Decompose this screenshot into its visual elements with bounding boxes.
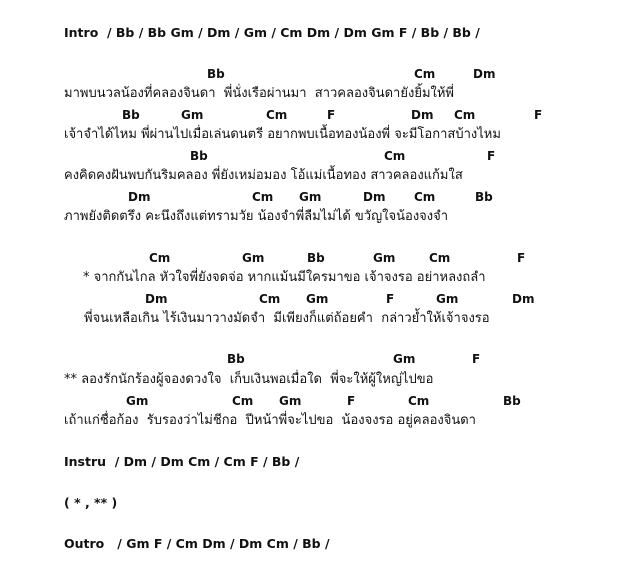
lyric-line: เจ้าจำได้ไหม พี่ผ่านไปเมื่อเล่นดนตรี อยากพบเนื้อทองน้องพี่ จะมีโอกาสบ้างไหม xyxy=(64,127,501,142)
chord: F xyxy=(347,394,356,408)
chord: F xyxy=(534,108,543,122)
intro-line: Intro / Bb / Bb Gm / Dm / Gm / Cm Dm / Dm Gm F / Bb / Bb / xyxy=(64,25,480,40)
chord: Dm xyxy=(145,292,168,306)
chord: Gm xyxy=(126,394,149,408)
lyric-line: เถ้าแก่ชื่อก้อง รับรองว่าไม่ชีกอ ปีหน้าพี่จะไปขอ น้องจงรอ อยู่คลองจินดา xyxy=(64,413,476,428)
chord: Bb xyxy=(503,394,521,408)
chord: Bb xyxy=(227,352,245,366)
chord: Gm xyxy=(436,292,459,306)
chord: Gm xyxy=(373,251,396,265)
chord: Bb xyxy=(207,67,225,81)
chord: Dm xyxy=(363,190,386,204)
chord: Bb xyxy=(307,251,325,265)
chord: Cm xyxy=(266,108,288,122)
chord: Cm xyxy=(232,394,254,408)
instru-line: Instru / Dm / Dm Cm / Cm F / Bb / xyxy=(64,454,300,469)
chord: Bb xyxy=(122,108,140,122)
chord: Cm xyxy=(429,251,451,265)
outro-line: Outro / Gm F / Cm Dm / Dm Cm / Bb / xyxy=(64,536,330,551)
chord: F xyxy=(472,352,481,366)
repeat-line: ( * , ** ) xyxy=(64,495,118,510)
chord: Cm xyxy=(259,292,281,306)
chord: F xyxy=(386,292,395,306)
lyric-line: * จากกันไกล หัวใจพี่ยังจดจ่อ หากแม้นมีใครมาขอ เจ้าจงรอ อย่าหลงถลำ xyxy=(83,270,486,285)
lyric-line: มาพบนวลน้องที่คลองจินดา พี่นั่งเรือผ่านมา สาวคลองจินดายังยิ้มให้พี่ xyxy=(64,86,454,101)
chord: Bb xyxy=(475,190,493,204)
chord: Cm xyxy=(384,149,406,163)
chord: Cm xyxy=(454,108,476,122)
chord: F xyxy=(487,149,496,163)
chord: Gm xyxy=(306,292,329,306)
chord: Gm xyxy=(181,108,204,122)
chord: Dm xyxy=(512,292,535,306)
lyric-line: พี่จนเหลือเกิน ไร้เงินมาวางมัดจำ มีเพียงก็แต่ถ้อยคำ กล่าวย้ำให้เจ้าจงรอ xyxy=(84,311,490,326)
chord: Dm xyxy=(128,190,151,204)
chord: Gm xyxy=(299,190,322,204)
chord: F xyxy=(517,251,526,265)
chord: Bb xyxy=(190,149,208,163)
lyric-line: ** ลองรักนักร้องผู้จองดวงใจ เก็บเงินพอเมื่อใด พี่จะให้ผู้ใหญ่ไปขอ xyxy=(64,372,434,387)
chord: Cm xyxy=(414,67,436,81)
chord: Cm xyxy=(252,190,274,204)
chord: Gm xyxy=(279,394,302,408)
chord: Cm xyxy=(149,251,171,265)
chord: Gm xyxy=(393,352,416,366)
chord: Gm xyxy=(242,251,265,265)
chord: Cm xyxy=(408,394,430,408)
lyric-line: ภาพยังติดตรึง คะนึงถึงแต่ทรามวัย น้องจำพี่ลืมไม่ได้ ขวัญใจน้องจงจำ xyxy=(64,209,449,224)
chord: F xyxy=(327,108,336,122)
chord: Dm xyxy=(411,108,434,122)
chord: Dm xyxy=(473,67,496,81)
chord: Cm xyxy=(414,190,436,204)
lyric-line: คงคิดคงฝันพบกันริมคลอง พี่ยังเหม่อมอง โอ้แม่เนื้อทอง สาวคลองแก้มใส xyxy=(64,168,463,183)
